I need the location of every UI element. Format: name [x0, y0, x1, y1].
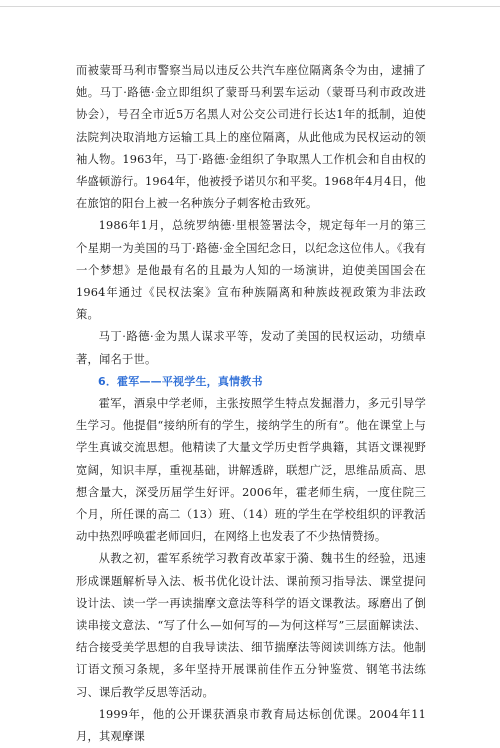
paragraph-mlk-boycott: 而被蒙哥马利市警察当局以违反公共汽车座位隔离条令为由，逮捕了她。马丁·路德·金立即组织了蒙哥马利罢车运动（蒙哥马利市政改进协会），号召全市近5万名黑人对公交公司进行长达1年的抵制，迫使法院判决取消地方运输工具上的座位隔离，从此他成为民权运动的领袖人物。1963年，马丁·路德·金组织了争取黑人工作机会和自由权的华盛顿游行。1964年，他被授予诺贝尔和平奖。1968年4月4日，他在旅馆的阳台上被一名种族分子刺客枪击致死。 [76, 64, 426, 211]
paragraph-huojun-intro: 霍军，酒泉中学老师，主张按照学生特点发掘潜力，多元引导学生学习。他提倡“接纳所有的学生，接纳学生的所有”。他在课堂上与学生真诚交流思想。他精读了大量文学历史哲学典籍，其语文课视野宽阔，知识丰厚，重视基础，讲解透辟，联想广泛，思维品质高、思想含量大，深受历届学生好评。2006年，霍老师生病，一度住院三个月，所任课的高二（13）班、（14）班的学生在学校组织的评教活动中热烈呼唤霍老师回归，在网络上也发表了不少热情赞扬。 [76, 397, 426, 544]
page-top-rule [0, 6, 500, 7]
paragraph-huojun-methods: 从教之初，霍军系统学习教育改革家于漪、魏书生的经验，迅速形成课题解析导入法、板书优化设计法、课前预习指导法、课堂提问设计法、读一学一再读揣摩文意法等科学的语文课教法。琢磨出了倒读串接文意法、“写了什么—如何写的—为何这样写”三层面解读法、结合接受美学思想的自我导读法、细节揣摩法等阅读训练方法。他制订语文预习条规，多年坚持开展课前佳作五分钟鉴赏、钢笔书法练习、课后教学反思等活动。 [76, 552, 426, 699]
paragraph-huojun-awards: 1999年，他的公开课获酒泉市教育局达标创优课。2004年11月，其观摩课 [76, 707, 426, 744]
document-body [76, 60, 426, 748]
paragraph-mlk-summary: 马丁·路德·金为黑人谋求平等，发动了美国的民权运动，功绩卓著，闻名于世。 [76, 330, 426, 366]
paragraph-mlk-day: 1986年1月，总统罗纳德·里根签署法令，规定每年一月的第三个星期一为美国的马丁·路德·金全国纪念日，以纪念这位伟人。《我有一个梦想》是他最有名的且最为人知的一场演讲，迫使美国国会在1964年通过《民权法案》宣布种族隔离和种族歧视政策为非法政策。 [76, 219, 426, 322]
section-heading-huojun: 6．霍军——平视学生，真情教书 [98, 374, 263, 388]
